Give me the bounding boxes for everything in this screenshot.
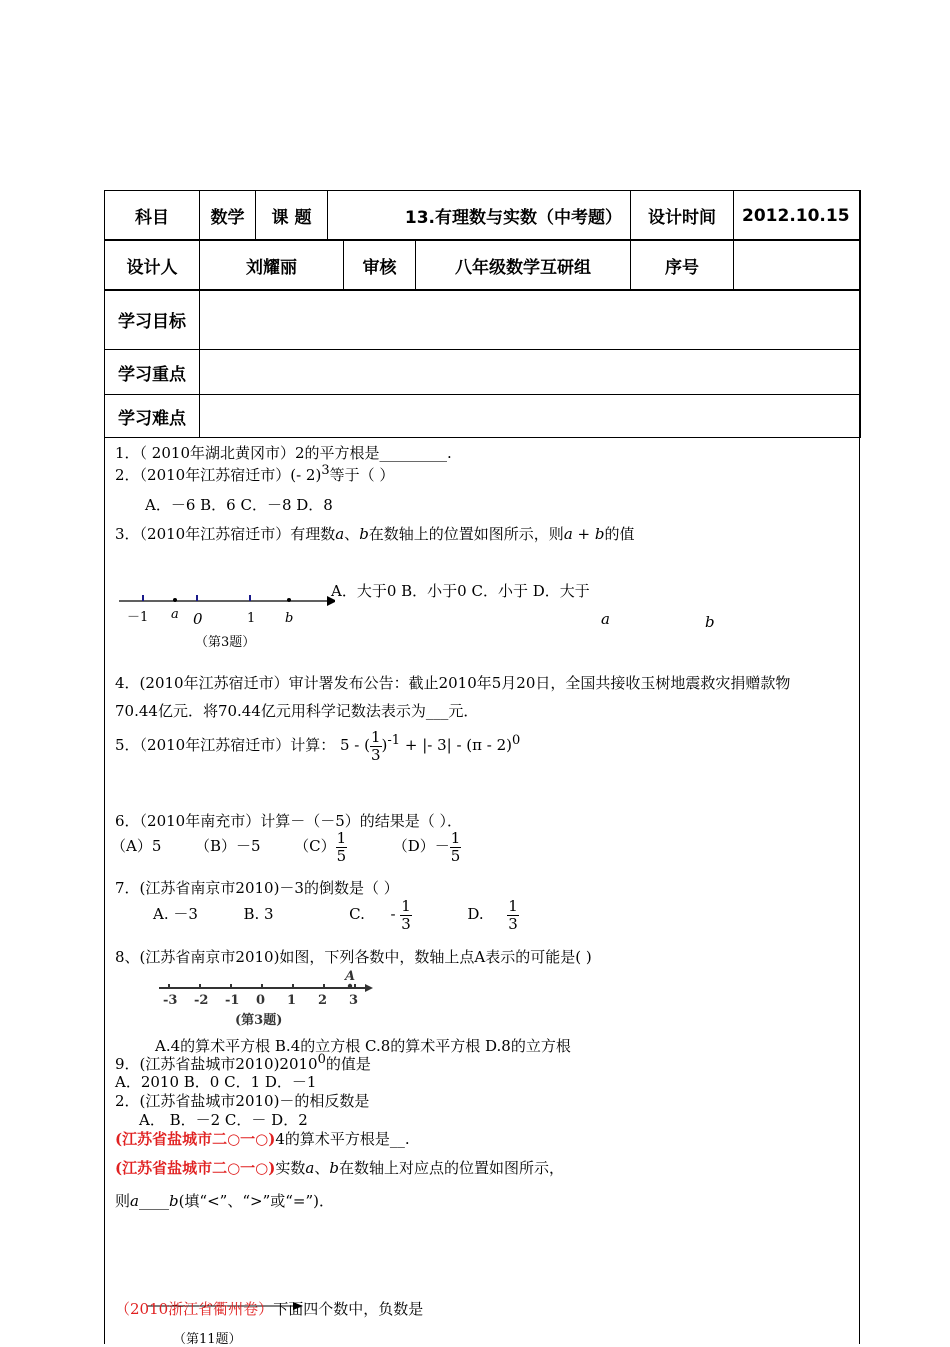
question-7-opt-c: C.	[349, 905, 365, 923]
question-3-tail: 的值	[604, 525, 635, 543]
header-table-row2	[104, 239, 861, 291]
question-12-line2-tail: (填“<”、“>”或“=”)．	[178, 1192, 334, 1210]
difficulty-value	[200, 395, 861, 438]
question-11-text: 4的算术平方根是__.	[275, 1130, 410, 1148]
question-3-expr: a + b	[563, 525, 605, 543]
question-12-sep: 、	[314, 1159, 330, 1177]
question-2-stem: 2．（2010年江苏宿迁市）	[115, 466, 291, 484]
axis8-tick-label: -2	[194, 993, 209, 1008]
question-5-exp2: 0	[512, 733, 521, 748]
label-neg1: －1	[127, 610, 149, 625]
question-6: 6．（2010年南充市）计算－（－5）的结果是（ ）．	[115, 812, 463, 830]
question-13-caption: （第11题）	[173, 1332, 242, 1347]
question-5-expr-a: 5 - (	[340, 736, 370, 754]
question-6-c-den: 5	[336, 846, 347, 865]
question-2-tail: 等于（ ）	[329, 466, 395, 484]
subject-value: 数学	[200, 191, 256, 241]
question-3-mid: 在数轴上的位置如图所示，则	[368, 525, 564, 543]
question-9-exp: 0	[317, 1052, 326, 1067]
goal-value	[200, 290, 861, 350]
question-7-opt-a: A. －3	[153, 905, 198, 923]
designer-label: 设计人	[105, 240, 200, 291]
focus-label: 学习重点	[105, 350, 200, 395]
question-5	[115, 729, 520, 763]
question-7-d-num: 1	[508, 897, 518, 915]
axis8-point-label: A	[345, 969, 356, 984]
question-3-opt-c-var: a	[601, 610, 610, 628]
subject-label: 科目	[105, 191, 200, 241]
question-12-then: 则	[115, 1192, 131, 1210]
axis8-tick-label: 3	[349, 993, 359, 1008]
label-zero: 0	[193, 610, 203, 628]
question-6-opt-d: （D）－	[392, 837, 450, 855]
question-12-source: (江苏省盐城市二○一○)	[115, 1159, 276, 1177]
question-3-opt-d-var: b	[705, 613, 715, 631]
question-3-caption: （第3题）	[195, 635, 256, 648]
question-6-opt-b: （B）－5	[194, 837, 261, 855]
question-3-options: A．大于0 B．小于0 C．小于 D．大于	[331, 582, 590, 600]
question-3-number-line	[115, 578, 335, 648]
question-7-d-den: 3	[508, 914, 518, 933]
question-12-var-b: b	[329, 1159, 339, 1177]
question-10: 2．(江苏省盐城市2010)－的相反数是	[115, 1092, 370, 1110]
question-8-number-line	[155, 966, 385, 1036]
question-5-expr-c: + |- 3| - (π - 2)	[404, 736, 512, 754]
worksheet	[104, 190, 860, 1347]
topic-value: 13.有理数与实数（中考题）	[328, 191, 631, 241]
question-7-opt-b: B. 3	[243, 905, 274, 923]
question-5-num: 1	[371, 728, 381, 746]
question-7-c-neg: -	[390, 905, 396, 923]
axis8-tick-label: 0	[256, 993, 266, 1008]
question-2	[115, 463, 394, 485]
question-7-c-den: 3	[401, 914, 411, 933]
question-5-stem: 5．（2010年江苏宿迁市）计算：	[115, 736, 336, 754]
difficulty-label: 学习难点	[105, 395, 200, 438]
question-2-options: A．－6 B．6 C．－8 D．8	[145, 496, 333, 514]
designer-value: 刘耀丽	[200, 240, 344, 291]
header-table	[104, 190, 861, 241]
axis8-tick-label: -1	[225, 993, 240, 1008]
axis8-tick-label: -3	[163, 993, 178, 1008]
question-4-line2: 70.44亿元．将70.44亿元用科学记数法表示为___元．	[115, 702, 479, 720]
question-5-exp1: -1	[387, 733, 401, 748]
question-2-expr: (- 2)	[290, 466, 322, 484]
question-12-line2-a: a	[130, 1192, 139, 1210]
serial-label: 序号	[631, 240, 734, 291]
reviewer-value: 八年级数学互研组	[416, 240, 631, 291]
question-9-tail: 的值是	[325, 1055, 371, 1073]
question-6-d-den: 5	[450, 846, 461, 865]
question-12-var-a: a	[305, 1159, 315, 1177]
design-time-value: 2012.10.15	[734, 191, 861, 241]
question-12-line2-b: b	[168, 1192, 179, 1210]
design-time-label: 设计时间	[631, 191, 734, 241]
question-8-options: A.4的算术平方根 B.4的立方根 C.8的算术平方根 D.8的立方根	[155, 1037, 571, 1055]
focus-value	[200, 350, 861, 395]
question-7-options	[153, 898, 519, 932]
axis8-arrow	[365, 984, 373, 992]
question-6-d-num: 1	[450, 829, 461, 847]
question-1: 1．（ 2010年湖北黄冈市）2的平方根是_________.	[115, 444, 452, 462]
question-6-d-frac	[450, 830, 462, 864]
question-6-opt-a: （A）5	[111, 837, 162, 855]
question-10-options: A． B．－2 C．－ D．2	[139, 1111, 308, 1129]
review-label: 审核	[344, 240, 416, 291]
question-13-source: （2010浙江省衢州卷）	[115, 1300, 274, 1318]
label-b: b	[285, 611, 294, 626]
question-4-line1: 4．(2010年江苏宿迁市）审计署发布公告：截止2010年5月20日，全国共接收玉树地震救灾捐赠款物	[115, 674, 791, 692]
axis8-point	[348, 984, 352, 988]
label-a: a	[171, 607, 179, 622]
axis8-tick-label: 2	[318, 993, 328, 1008]
question-6-c-num: 1	[336, 829, 347, 847]
question-9-stem: 9．(江苏省盐城市2010)2010	[115, 1055, 318, 1073]
serial-value	[734, 240, 861, 291]
question-12-blank: ____	[138, 1192, 169, 1210]
question-12-stem: 实数	[275, 1159, 306, 1177]
question-5-fraction	[370, 729, 382, 763]
question-12-tail: 在数轴上对应点的位置如图所示，	[338, 1159, 564, 1177]
question-11	[115, 1128, 410, 1149]
question-5-expr-b: )	[381, 736, 388, 754]
question-7-c-num: 1	[401, 897, 411, 915]
question-8-caption: (第3题)	[235, 1013, 283, 1028]
question-7: 7．(江苏省南京市2010)－3的倒数是（ ）	[115, 879, 399, 897]
axis8-tick-label: 1	[287, 993, 297, 1008]
question-12-line2	[115, 1190, 334, 1211]
question-6-opt-c: （C）	[294, 837, 336, 855]
question-3-var-a: a	[335, 525, 345, 543]
point-a	[173, 598, 177, 602]
header-table-row3	[104, 289, 861, 438]
question-8: 8、(江苏省南京市2010)如图，下列各数中，数轴上点A表示的可能是( )	[115, 948, 592, 966]
question-11-source: (江苏省盐城市二○一○)	[115, 1130, 276, 1148]
question-3	[115, 523, 634, 544]
question-3-sep: 、	[344, 525, 360, 543]
question-12	[115, 1157, 564, 1178]
question-5-den: 3	[371, 745, 381, 764]
topic-label: 课 题	[256, 191, 328, 241]
goal-label: 学习目标	[105, 290, 200, 350]
question-13	[115, 1298, 423, 1319]
question-9-options: A．2010 B．0 C．1 D．－1	[115, 1073, 317, 1091]
question-6-options	[111, 830, 461, 864]
question-13-text: 下面四个数中，负数是	[273, 1300, 424, 1318]
question-2-exp: 3	[321, 463, 330, 478]
question-6-c-frac	[336, 830, 348, 864]
question-7-opt-d: D.	[467, 905, 484, 923]
question-3-var-b: b	[359, 525, 369, 543]
question-3-stem: 3．（2010年江苏宿迁市）有理数	[115, 525, 336, 543]
question-7-d-frac	[507, 898, 519, 932]
point-b	[287, 598, 291, 602]
label-one: 1	[247, 611, 256, 626]
question-7-c-frac	[400, 898, 412, 932]
